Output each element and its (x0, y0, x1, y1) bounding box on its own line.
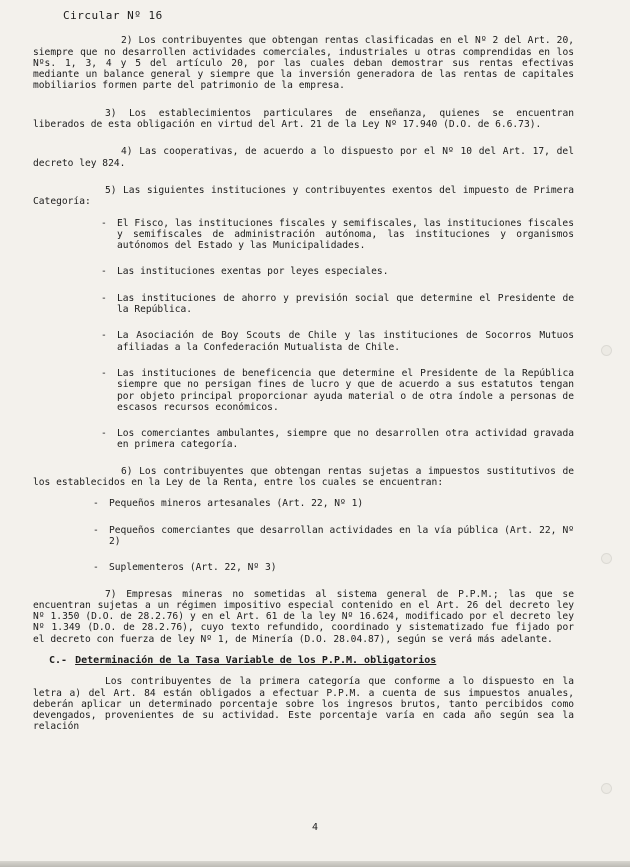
list-item: - Las instituciones exentas por leyes especiales. (117, 266, 574, 277)
list-item: - El Fisco, las instituciones fiscales y semifiscales, las instituciones fiscales y semifiscales de administración autónoma, las instituciones y organismos autónomos del Estado y las Municipalidades. (117, 218, 574, 252)
paragraph-6: 6) Los contribuyentes que obtengan rentas sujetas a impuestos sustitutivos de los establecidos en la Ley de la Renta, entre los cuales se encuentran: (33, 465, 574, 489)
section-c-title: Determinación de la Tasa Variable de los P.P.M. obligatorios (75, 654, 437, 666)
section-c-heading (49, 655, 574, 666)
paragraph-3: 3) Los establecimientos particulares de enseñanza, quienes se encuentran liberados de esta obligación en virtud del Art. 21 de la Ley Nº 17.940 (D.O. de 6.6.73). (33, 107, 574, 131)
punch-hole-mark (601, 783, 612, 794)
punch-hole-mark (601, 345, 612, 356)
list-item: - Pequeños comerciantes que desarrollan actividades en la vía pública (Art. 22, Nº 2) (109, 525, 574, 548)
list-item: - Los comerciantes ambulantes, siempre que no desarrollen otra actividad gravada en primera categoría. (117, 428, 574, 451)
paragraph-c: Los contribuyentes de la primera categoría que conforme a lo dispuesto en la letra a) del Art. 84 están obligados a efectuar P.P.M. a cuenta de sus impuestos anuales, deberán aplicar un determinado porcentaje sobre los ingresos brutos, tanto percibidos como devengados, provenientes de su actividad. Este porcentaje varía en cada año según sea la relación (33, 676, 574, 733)
paragraph-5: 5) Las siguientes instituciones y contribuyentes exentos del impuesto de Primera Categoría: (33, 184, 574, 208)
circular-header: Circular Nº 16 (63, 9, 163, 22)
list-item: - Las instituciones de ahorro y previsión social que determine el Presidente de la República. (117, 293, 574, 316)
list-item: - La Asociación de Boy Scouts de Chile y las instituciones de Socorros Mutuos afiliadas a la Confederación Mutualista de Chile. (117, 330, 574, 353)
paragraph-2: 2) Los contribuyentes que obtengan rentas clasificadas en el Nº 2 del Art. 20, siempre que no desarrollen actividades comerciales, industriales u otras comprendidas en los Nºs. 1, 3, 4 y 5 del artículo 20, por las cuales deban demostrar sus rentas efectivas mediante un balance general y siempre que la inversión generadora de las rentas de capitales mobiliarios formen parte del patrimonio de la empresa. (33, 35, 574, 92)
substitute-taxes-list (33, 498, 574, 573)
list-item: - Las instituciones de beneficencia que determine el Presidente de la República siempre que no persigan fines de lucro y que de acuerdo a sus estatutos tengan por objeto principal proporcionar ayuda material o de otra índole a personas de escasos recursos económicos. (117, 368, 574, 413)
paragraph-4: 4) Las cooperativas, de acuerdo a lo dispuesto por el Nº 10 del Art. 17, del decreto ley 824. (33, 146, 574, 169)
punch-hole-mark (601, 553, 612, 564)
paragraph-7: 7) Empresas mineras no sometidas al sistema general de P.P.M.; las que se encuentran sujetas a un régimen impositivo especial contenido en el Art. 26 del decreto ley Nº 1.350 (D.O. de 28.2.76) y en el Art. 61 de la ley Nº 16.624, modificado por el decreto ley Nº 1.349 (D.O. de 28.2.76), cuyo texto refundido, coordinado y sistematizado fue fijado por el decreto con fuerza de ley Nº 1, de Minería (D.O. 28.04.87), según se verá más adelante. (33, 588, 574, 645)
list-item: - Pequeños mineros artesanales (Art. 22, Nº 1) (109, 498, 574, 509)
page-number: 4 (311, 822, 319, 833)
list-item: - Suplementeros (Art. 22, Nº 3) (109, 562, 574, 573)
section-c-label: C.- (49, 654, 68, 666)
scan-edge (0, 861, 630, 867)
exempt-institutions-list (33, 218, 574, 451)
